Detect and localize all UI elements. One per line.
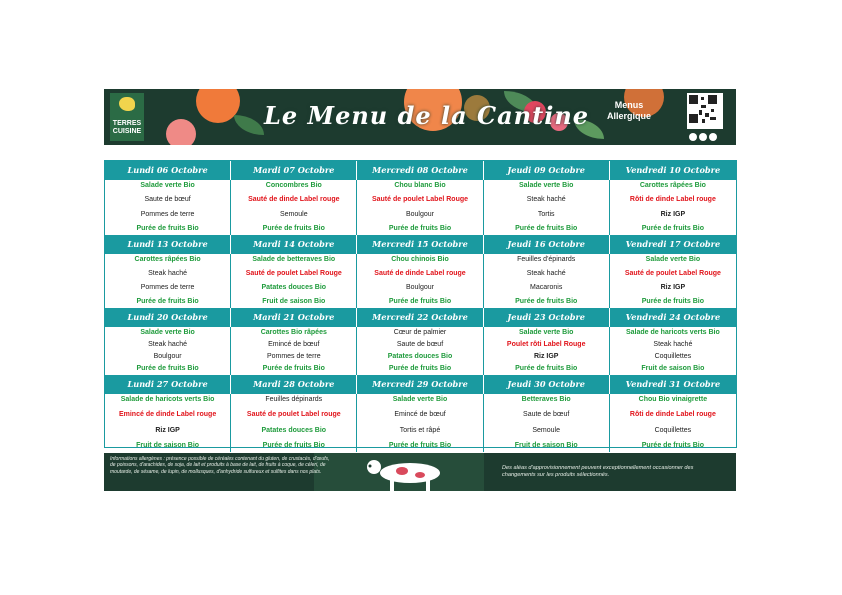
menu-dish: Rôti de dinde Label rouge xyxy=(629,196,716,204)
menu-dish: Carottes râpées Bio xyxy=(134,256,201,263)
bird-icon xyxy=(119,97,135,111)
menus-label-line2: Allergique xyxy=(606,111,651,121)
day-menu-cell xyxy=(105,394,231,452)
linkedin-icon[interactable] xyxy=(699,133,707,141)
menu-dish: Purée de fruits Bio xyxy=(136,365,199,372)
menu-dish: Coquillettes xyxy=(654,353,692,360)
menu-dish: Purée de fruits Bio xyxy=(388,441,452,449)
menu-dish: Saute de bœuf xyxy=(144,196,191,204)
week-header-row xyxy=(105,375,736,394)
week-menu-row xyxy=(105,327,736,375)
menu-dish: Carottes râpées Bio xyxy=(639,182,706,189)
day-menu-cell xyxy=(231,180,357,235)
menu-dish: Fruit de saison Bio xyxy=(641,365,705,372)
menu-dish: Patates douces Bio xyxy=(387,353,453,360)
menu-dish: Steak haché xyxy=(653,341,693,348)
menu-dish: Salade de haricots verts Bio xyxy=(120,396,215,403)
menu-dish: Salade verte Bio xyxy=(392,396,448,403)
day-date-header: Mercredi 22 Octobre xyxy=(357,308,483,327)
day-menu-cell xyxy=(484,327,610,375)
menu-dish: Fruit de saison Bio xyxy=(262,298,326,305)
day-date-header: Vendredi 24 Octobre xyxy=(610,308,736,327)
menu-dish: Purée de fruits Bio xyxy=(388,365,452,372)
menu-dish: Saute de bœuf xyxy=(396,341,444,348)
menu-dish: Semoule xyxy=(532,426,561,434)
day-menu-cell xyxy=(610,327,736,375)
menu-dish: Betteraves Bio xyxy=(521,396,571,403)
menu-dish: Purée de fruits Bio xyxy=(136,224,199,232)
day-date-header: Jeudi 23 Octobre xyxy=(484,308,610,327)
menu-dish: Chou blanc Bio xyxy=(394,182,446,189)
menu-dish: Cœur de palmier xyxy=(393,329,447,336)
day-menu-cell xyxy=(231,394,357,452)
menu-dish: Riz IGP xyxy=(660,210,686,218)
week-header-row xyxy=(105,161,736,180)
day-date-header: Jeudi 30 Octobre xyxy=(484,375,610,394)
social-icons xyxy=(689,133,717,141)
week-header-row xyxy=(105,308,736,327)
menu-dish: Salade verte Bio xyxy=(518,329,574,336)
menu-dish: Boulgour xyxy=(405,210,434,218)
week-menu-row xyxy=(105,394,736,452)
day-date-header: Vendredi 10 Octobre xyxy=(610,161,736,180)
menu-dish: Purée de fruits Bio xyxy=(641,298,704,305)
menu-dish: Tortis et râpé xyxy=(399,426,441,434)
day-menu-cell xyxy=(105,254,231,308)
logo-text-line1: TERRES xyxy=(112,120,142,127)
day-date-header: Mardi 21 Octobre xyxy=(231,308,357,327)
week-menu-row xyxy=(105,180,736,235)
header-banner xyxy=(104,89,736,145)
menu-dish: Boulgour xyxy=(405,284,434,291)
terres-de-cuisine-logo xyxy=(110,93,144,141)
menu-dish: Patates douces Bio xyxy=(261,284,327,291)
day-menu-cell xyxy=(610,394,736,452)
menu-dish: Salade verte Bio xyxy=(645,256,701,263)
menu-dish: Macaronis xyxy=(530,284,563,291)
fruit-illustration xyxy=(166,119,196,145)
menu-dish: Semoule xyxy=(279,210,308,218)
menu-dish: Purée de fruits Bio xyxy=(262,224,325,232)
day-menu-cell xyxy=(357,327,483,375)
day-date-header: Jeudi 16 Octobre xyxy=(484,235,610,254)
menu-dish: Chou Bio vinaigrette xyxy=(638,396,708,403)
day-date-header: Mardi 14 Octobre xyxy=(231,235,357,254)
day-date-header: Mercredi 08 Octobre xyxy=(357,161,483,180)
cow-illustration xyxy=(352,457,462,491)
facebook-icon[interactable] xyxy=(689,133,697,141)
menu-dish: Steak haché xyxy=(148,270,188,277)
day-date-header: Vendredi 31 Octobre xyxy=(610,375,736,394)
day-menu-cell xyxy=(105,327,231,375)
menus-label-line1: Menus xyxy=(614,100,644,110)
day-date-header: Mardi 07 Octobre xyxy=(231,161,357,180)
allergen-information: Informations allergènes : présence possible de céréales contenant du gluten, de crustacés, d'œufs, de poissons, d'arachides, de soja, de lait et produits à base de lait, de fruits à coque, de céleri, de moutarde, de sésame, de lupin, de mollusques, d'anhydride sulfureux et sulfites dans nos plats. xyxy=(110,456,330,475)
day-date-header: Lundi 13 Octobre xyxy=(105,235,231,254)
day-menu-cell xyxy=(484,254,610,308)
menu-dish: Fruit de saison Bio xyxy=(136,441,200,449)
menu-dish: Purée de fruits Bio xyxy=(262,441,325,449)
menu-dish: Emincé de bœuf xyxy=(394,411,446,419)
menu-dish: Salade verte Bio xyxy=(140,182,195,189)
menu-dish: Purée de fruits Bio xyxy=(515,298,578,305)
footer-banner xyxy=(104,453,736,491)
menu-dish: Steak haché xyxy=(148,341,188,348)
qr-code-icon[interactable] xyxy=(687,93,723,129)
leaf-illustration xyxy=(234,115,264,135)
menu-dish: Purée de fruits Bio xyxy=(388,224,452,232)
menu-dish: Salade de haricots verts Bio xyxy=(626,329,720,336)
menu-dish: Sauté de dinde Label rouge xyxy=(248,196,340,204)
menu-dish: Riz IGP xyxy=(660,284,686,291)
menu-dish: Sauté de poulet Label rouge xyxy=(246,411,341,419)
menu-dish: Riz IGP xyxy=(533,353,559,360)
menu-dish: Rôti de dinde Label rouge xyxy=(629,411,716,419)
menu-grid xyxy=(104,160,737,448)
day-menu-cell xyxy=(484,180,610,235)
menu-dish: Steak haché xyxy=(526,270,566,277)
menu-dish: Coquillettes xyxy=(654,426,692,434)
menu-dish: Concombres Bio xyxy=(265,182,322,189)
menu-dish: Salade de betteraves Bio xyxy=(252,256,336,263)
menu-dish: Feuilles d'épinards xyxy=(517,256,576,263)
menu-dish: Sauté de poulet Label Rouge xyxy=(245,270,342,277)
menu-dish: Purée de fruits Bio xyxy=(262,365,325,372)
menu-dish: Sauté de poulet Label Rouge xyxy=(371,196,469,204)
day-date-header: Mardi 28 Octobre xyxy=(231,375,357,394)
menu-dish: Sauté de poulet Label Rouge xyxy=(624,270,721,277)
menu-dish: Riz IGP xyxy=(155,426,180,434)
day-date-header: Lundi 20 Octobre xyxy=(105,308,231,327)
menu-dish: Purée de fruits Bio xyxy=(641,224,704,232)
supply-disclaimer: Des aléas d'approvisionnement peuvent exceptionnellement occasionner des changements sur les produits sélectionnés. xyxy=(502,465,694,478)
day-menu-cell xyxy=(357,180,483,235)
menu-dish: Feuilles dépinards xyxy=(265,396,323,403)
day-date-header: Lundi 06 Octobre xyxy=(105,161,231,180)
youtube-icon[interactable] xyxy=(709,133,717,141)
menu-dish: Pommes de terre xyxy=(140,210,195,218)
menu-dish: Steak haché xyxy=(526,196,566,204)
day-menu-cell xyxy=(231,254,357,308)
menu-dish: Salade verte Bio xyxy=(140,329,195,336)
menu-dish: Boulgour xyxy=(153,353,182,360)
menu-dish: Pommes de terre xyxy=(140,284,195,291)
menu-dish: Chou chinois Bio xyxy=(391,256,449,263)
menu-dish: Purée de fruits Bio xyxy=(515,365,578,372)
day-date-header: Jeudi 09 Octobre xyxy=(484,161,610,180)
day-date-header: Lundi 27 Octobre xyxy=(105,375,231,394)
day-date-header: Mercredi 29 Octobre xyxy=(357,375,483,394)
day-menu-cell xyxy=(357,254,483,308)
menu-dish: Purée de fruits Bio xyxy=(136,298,199,305)
menu-dish: Pommes de terre xyxy=(266,353,321,360)
menu-dish: Emincé de bœuf xyxy=(268,341,320,348)
day-menu-cell xyxy=(610,254,736,308)
menu-dish: Purée de fruits Bio xyxy=(388,298,452,305)
day-menu-cell xyxy=(484,394,610,452)
menu-dish: Patates douces Bio xyxy=(261,426,327,434)
day-date-header: Mercredi 15 Octobre xyxy=(357,235,483,254)
day-menu-cell xyxy=(231,327,357,375)
week-header-row xyxy=(105,235,736,254)
logo-text-line2: CUISINE xyxy=(112,128,142,135)
menu-dish: Emincé de dinde Label rouge xyxy=(118,411,217,419)
day-menu-cell xyxy=(610,180,736,235)
menu-dish: Tortis xyxy=(537,210,555,218)
menus-allergique-label[interactable] xyxy=(604,100,654,122)
menu-dish: Fruit de saison Bio xyxy=(514,441,578,449)
menu-dish: Saute de bœuf xyxy=(523,411,570,419)
menu-dish: Salade verte Bio xyxy=(518,182,574,189)
menu-dish: Poulet rôti Label Rouge xyxy=(506,341,586,348)
menu-dish: Carottes Bio râpées xyxy=(260,329,327,336)
menu-dish: Purée de fruits Bio xyxy=(515,224,578,232)
day-menu-cell xyxy=(105,180,231,235)
day-menu-cell xyxy=(357,394,483,452)
day-date-header: Vendredi 17 Octobre xyxy=(610,235,736,254)
menu-dish: Sauté de dinde Label rouge xyxy=(374,270,466,277)
week-menu-row xyxy=(105,254,736,308)
menu-dish: Purée de fruits Bio xyxy=(641,441,704,449)
page-title: Le Menu de la Cantine xyxy=(264,101,590,130)
